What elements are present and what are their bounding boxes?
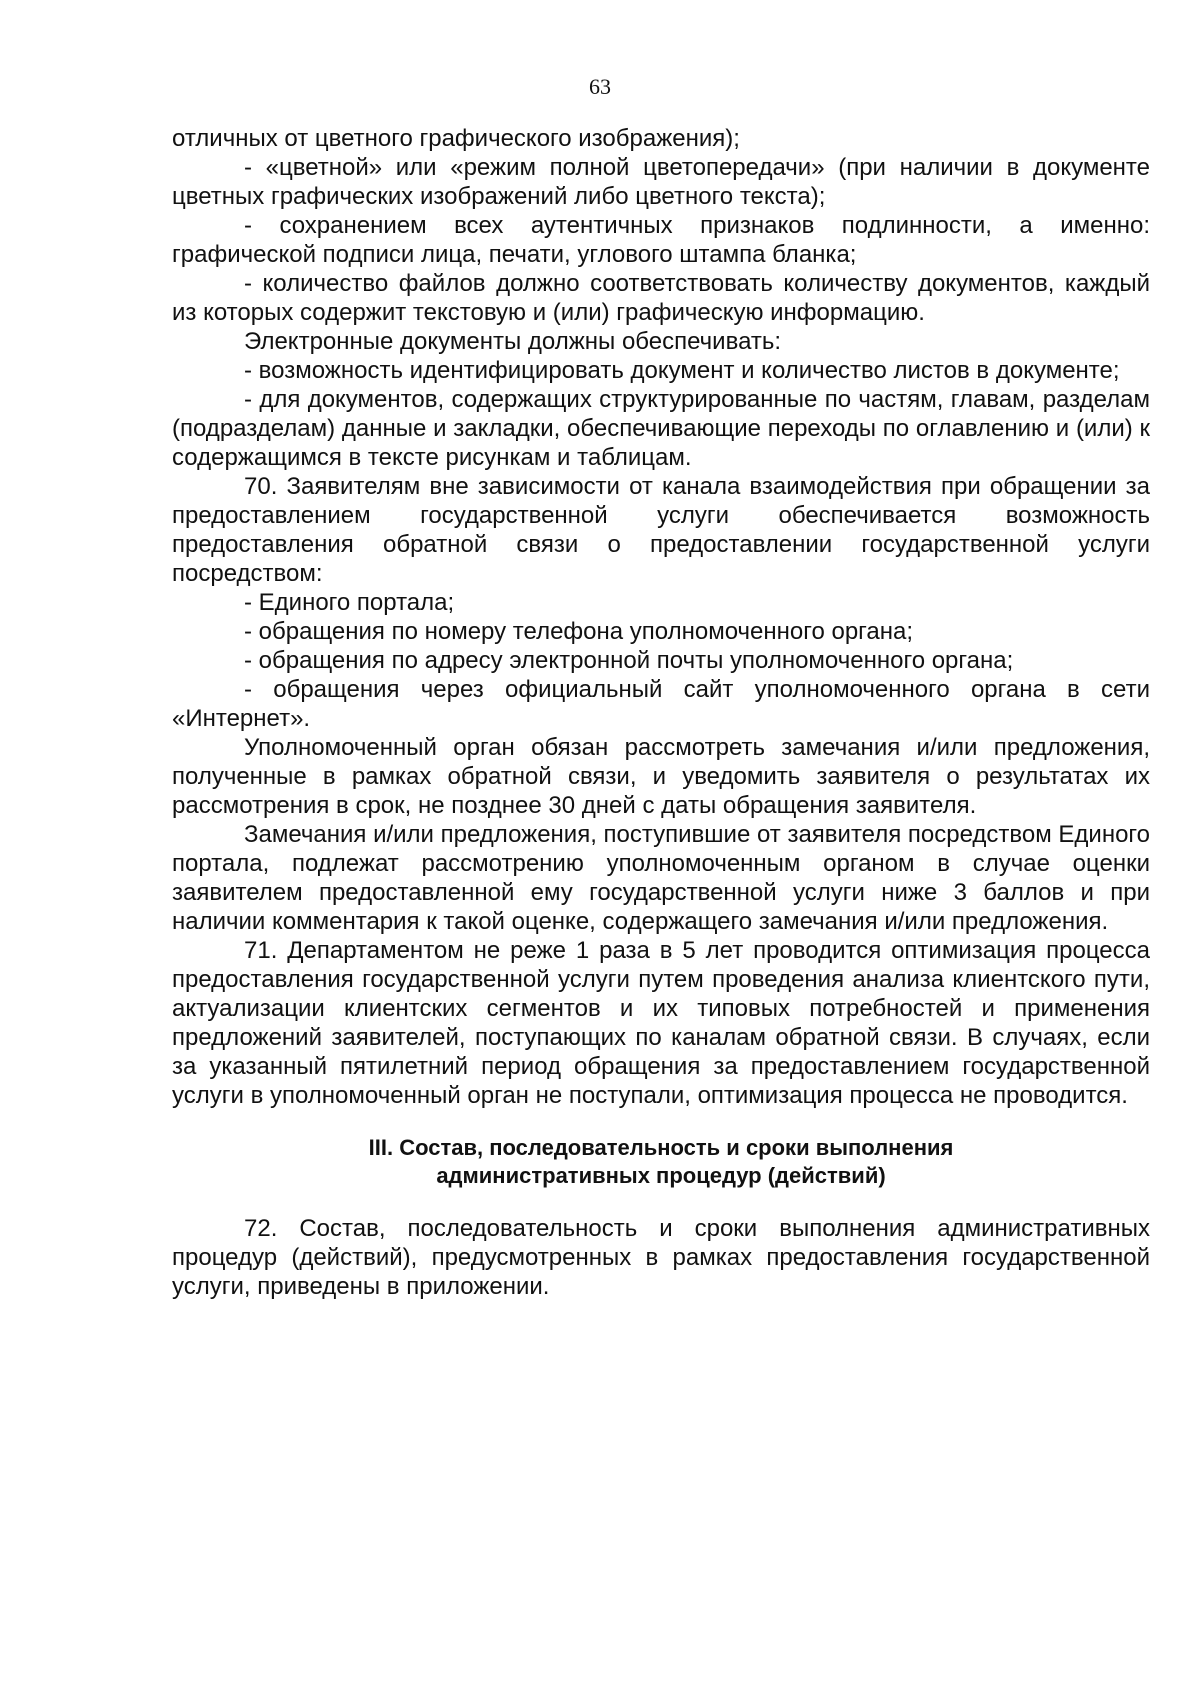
paragraph: Электронные документы должны обеспечивать:	[244, 328, 782, 355]
section-heading	[172, 1134, 1150, 1190]
paragraph: - для документов, содержащих структурированные по частям, главам, разделам (подразделам) данные и закладки, обеспечивающие переходы по оглавлению и (или) к содержащимся в тексте рисункам и таблицам.	[172, 386, 1150, 471]
paragraph: - обращения по номеру телефона уполномоченного органа;	[244, 618, 914, 645]
paragraph: - обращения по адресу электронной почты уполномоченного органа;	[244, 647, 1014, 674]
section-heading-line: административных процедур (действий)	[436, 1163, 886, 1188]
paragraph: Замечания и/или предложения, поступившие от заявителя посредством Единого портала, подлежат рассмотрению уполномоченным органом в случае оценки заявителем предоставленной ему государственной услуги ниже 3 баллов и при наличии комментария к такой оценке, содержащего замечания и/или предложения.	[172, 821, 1150, 935]
paragraph: отличных от цветного графического изображения);	[172, 125, 740, 152]
paragraph: - Единого портала;	[244, 589, 455, 616]
paragraph: 72. Состав, последовательность и сроки выполнения административных процедур (действий), предусмотренных в рамках предоставления государственной услуги, приведены в приложении.	[172, 1215, 1150, 1300]
section-heading-line: III. Состав, последовательность и сроки выполнения	[368, 1135, 954, 1160]
paragraph: - сохранением всех аутентичных признаков подлинности, а именно: графической подписи лица, печати, углового штампа бланка;	[172, 212, 1150, 268]
paragraph: - количество файлов должно соответствовать количеству документов, каждый из которых содержит текстовую и (или) графическую информацию.	[172, 270, 1150, 326]
paragraph: 71. Департаментом не реже 1 раза в 5 лет проводится оптимизация процесса предоставления государственной услуги путем проведения анализа клиентского пути, актуализации клиентских сегментов и их типовых потребностей и применения предложений заявителей, поступающих по каналам обратной связи. В случаях, если за указанный пятилетний период обращения за предоставлением государственной услуги в уполномоченный орган не поступали, оптимизация процесса не проводится.	[172, 937, 1150, 1109]
paragraph: - «цветной» или «режим полной цветопередачи» (при наличии в документе цветных графических изображений либо цветного текста);	[172, 154, 1150, 210]
paragraph: - возможность идентифицировать документ и количество листов в документе;	[244, 357, 1120, 384]
document-body	[172, 124, 1150, 1301]
paragraph: - обращения через официальный сайт уполномоченного органа в сети «Интернет».	[172, 676, 1150, 732]
paragraph: 70. Заявителям вне зависимости от канала взаимодействия при обращении за предоставлением государственной услуги обеспечивается возможность предоставления обратной связи о предоставлении государственной услуги посредством:	[172, 473, 1150, 587]
paragraph: Уполномоченный орган обязан рассмотреть замечания и/или предложения, полученные в рамках обратной связи, и уведомить заявителя о результатах их рассмотрения в срок, не позднее 30 дней с даты обращения заявителя.	[172, 734, 1150, 819]
page-number: 63	[589, 74, 611, 99]
